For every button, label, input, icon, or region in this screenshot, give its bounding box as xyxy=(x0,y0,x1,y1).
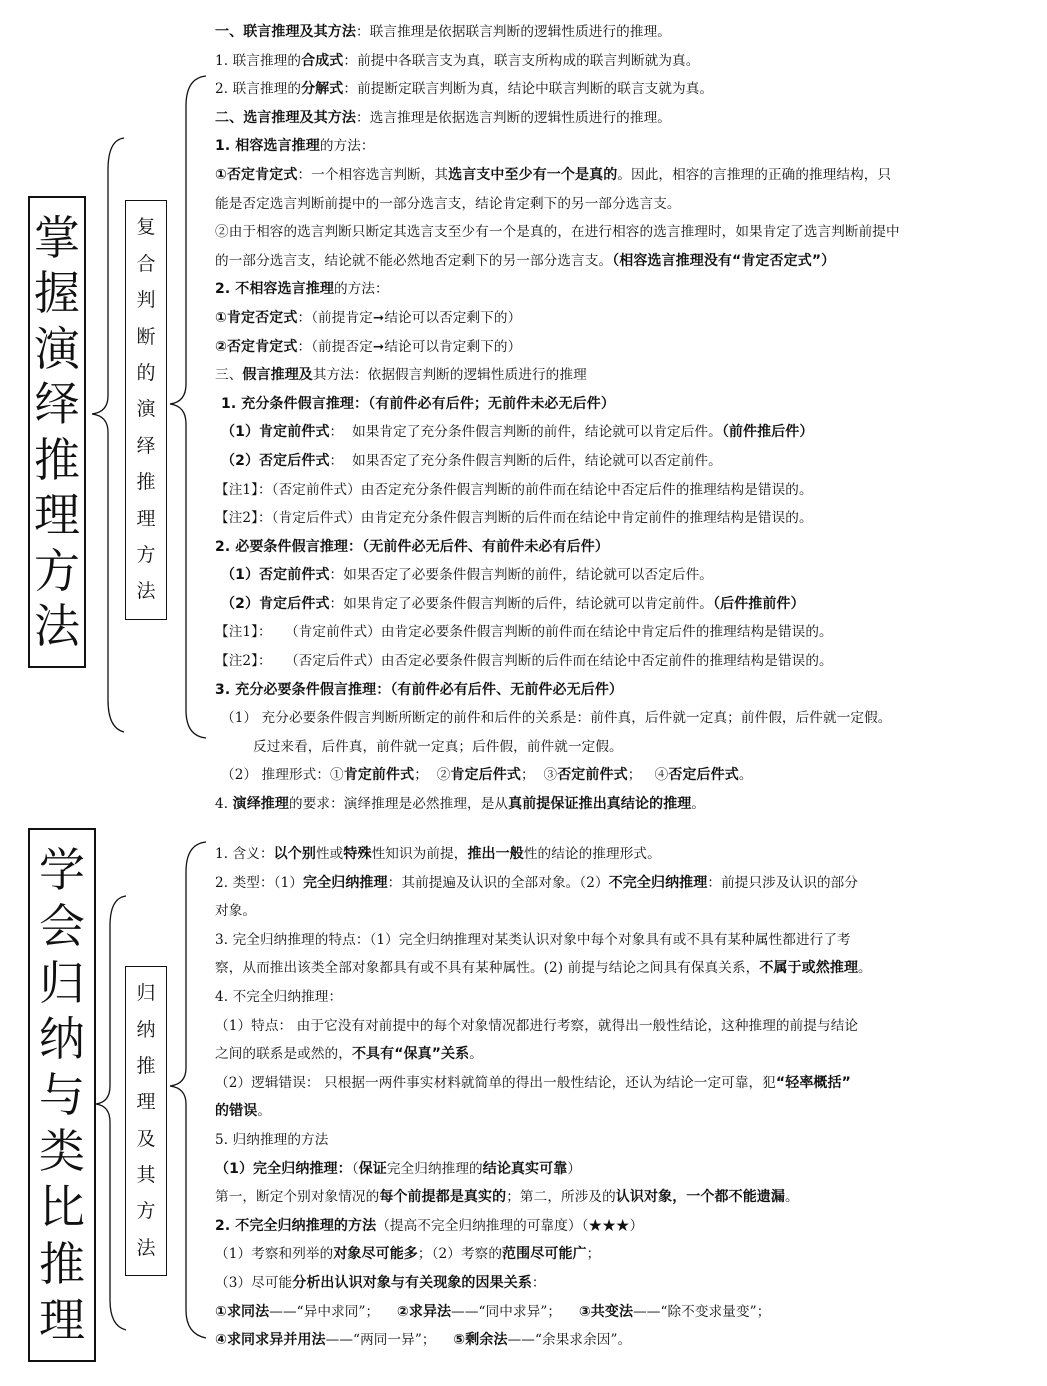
text-line xyxy=(215,926,1027,955)
bold-text: 对象尽可能多 xyxy=(333,1246,418,1263)
bold-text: ①肯定否定式 xyxy=(215,309,298,326)
text-line xyxy=(215,390,1027,419)
subtitle-char: 理 xyxy=(136,507,156,530)
bold-text: 结论真实可靠 xyxy=(482,1160,568,1177)
text-line xyxy=(215,590,1027,619)
title-char: 握 xyxy=(34,266,80,321)
subtitle-char: 推 xyxy=(136,471,156,494)
plain-text: 4. 不完全归纳推理： xyxy=(215,988,343,1005)
text-line xyxy=(215,869,1027,898)
plain-text: ：其前提遍及认识的全部对象。（2） xyxy=(387,874,609,891)
plain-text: 三、 xyxy=(215,367,243,384)
plain-text: 5. 归纳推理的方法 xyxy=(215,1131,329,1148)
subtitle-char: 及 xyxy=(136,1127,156,1150)
title-char: 纳 xyxy=(39,1011,85,1066)
bold-text: 合成式 xyxy=(301,52,344,69)
text-line xyxy=(215,18,1027,47)
text-line xyxy=(215,1240,1027,1269)
plain-text: ；（2）考察的 xyxy=(417,1246,503,1263)
text-line xyxy=(215,476,1027,505)
plain-text: 2. 类型：（1） xyxy=(215,874,304,891)
text-line xyxy=(215,618,1027,647)
plain-text: 1. 含义： xyxy=(215,846,274,862)
section-2-content xyxy=(215,840,1027,1355)
bold-text: （后件推前件） xyxy=(712,595,805,612)
plain-text: 2. 联言推理的 xyxy=(215,81,302,98)
plain-text: ——“余果求余因”。 xyxy=(507,1332,632,1349)
plain-text: 【注2】： （否定后件式）由否定必要条件假言判断的后件而在结论中否定前件的推理结构是错误的。 xyxy=(215,653,833,670)
bold-text: （相容选言推理没有“肯定否定式”） xyxy=(612,252,836,269)
text-line xyxy=(215,1183,1027,1212)
title-char: 类 xyxy=(39,1124,85,1179)
plain-text: （1） 充分必要条件假言判断所断定的前件和后件的关系是：前件真，后件就一定真；前件假，后件就一定假。 xyxy=(221,710,892,727)
plain-text: 【注2】：（肯定后件式）由肯定充分条件假言判断的后件而在结论中肯定前件的推理结构是错误的。 xyxy=(215,510,813,527)
bold-text: 2. 必要条件假言推理：（无前件必无后件、有前件未必有后件） xyxy=(215,538,609,555)
bold-text: （1）完全归纳推理： xyxy=(215,1160,352,1177)
bold-text: 不属于或然推理 xyxy=(759,960,859,977)
bold-text: 每个前提都是真实的 xyxy=(379,1189,507,1206)
plain-text: （1）特点： 由于它没有对前提中的每个对象情况都进行考察，就得出一般性结论，这种推理的前提与结论 xyxy=(215,1017,859,1034)
plain-text: ； ④ xyxy=(627,767,669,784)
bold-text: ②否定肯定式 xyxy=(215,338,298,355)
subtitle-char: 合 xyxy=(136,252,156,275)
plain-text: ：联言推理是依据联言判断的逻辑性质进行的推理。 xyxy=(356,24,671,40)
bold-text: 不完全归纳推理 xyxy=(608,874,708,891)
bold-text: ①否定肯定式 xyxy=(215,166,298,183)
right-brace-section-1 xyxy=(170,76,206,738)
subtitle-char: 推 xyxy=(136,1054,156,1077)
text-line xyxy=(215,47,1027,76)
plain-text: ： xyxy=(531,1274,546,1291)
plain-text: 其方法：依据假言判断的逻辑性质进行的推理 xyxy=(312,367,587,384)
bold-text: 肯定后件式 xyxy=(450,767,521,784)
title-char: 方 xyxy=(34,543,80,598)
left-brace-section-1 xyxy=(92,138,124,732)
plain-text: ——“两同一异”； xyxy=(325,1332,454,1349)
plain-text: 【注1】：（否定前件式）由否定充分条件假言判断的前件而在结论中否定后件的推理结构是错误的。 xyxy=(215,481,813,498)
title-char: 绎 xyxy=(34,377,80,432)
plain-text: 的要求：演绎推理是必然推理，是从 xyxy=(289,796,509,813)
plain-text: 。 xyxy=(858,960,872,977)
subtitle-char: 断 xyxy=(136,325,156,348)
bold-text: 不具有“保真”关系 xyxy=(351,1046,470,1063)
plain-text: ：前提中各联言支为真，联言支所构成的联言判断就为真。 xyxy=(343,52,700,69)
plain-text: ：（前提肯定➞结论可以否定剩下的） xyxy=(297,309,522,326)
text-line xyxy=(215,983,1027,1012)
text-line xyxy=(215,190,1027,219)
bold-text: 真前提保证推出真结论的推理 xyxy=(508,796,692,813)
title-char: 比 xyxy=(39,1180,85,1235)
title-char: 法 xyxy=(34,599,80,654)
text-line xyxy=(215,132,1027,161)
title-char: 理 xyxy=(34,488,80,543)
plain-text: ： 如果肯定了充分条件假言判断的前件，结论就可以肯定后件。 xyxy=(329,424,722,441)
plain-text: 。 xyxy=(257,1103,272,1120)
bold-text: ③共变法 xyxy=(578,1303,634,1320)
text-line xyxy=(215,1126,1027,1155)
bold-text: ①求同法 xyxy=(215,1303,270,1320)
text-line xyxy=(215,218,1027,247)
plain-text: 【注1】： （肯定前件式）由肯定必要条件假言判断的前件而在结论中肯定后件的推理结构是错误的。 xyxy=(215,624,833,641)
bold-text: 推出一般 xyxy=(467,846,524,862)
bold-text: ④求同求异并用法 xyxy=(215,1332,326,1349)
plain-text: ：前提断定联言判断为真，结论中联言判断的联言支就为真。 xyxy=(343,81,714,98)
plain-text: ； xyxy=(586,1246,601,1263)
plain-text: ——“同中求异”； xyxy=(451,1303,579,1320)
subtitle-char: 方 xyxy=(136,544,156,567)
subtitle-char: 演 xyxy=(136,398,156,421)
title-char: 归 xyxy=(39,955,85,1010)
text-line xyxy=(215,1069,1027,1098)
text-line xyxy=(215,954,1027,983)
subtitle-char: 法 xyxy=(136,580,156,603)
plain-text: （ xyxy=(351,1160,359,1177)
plain-text: ： 如果否定了充分条件假言判断的后件，结论就可以否定前件。 xyxy=(329,452,722,469)
subtitle-char: 纳 xyxy=(136,1018,156,1041)
bold-text: 2. 不相容选言推理 xyxy=(215,281,334,298)
text-line xyxy=(215,361,1027,390)
bold-text: 二、选言推理及其方法 xyxy=(215,109,356,126)
plain-text: 的方法： xyxy=(319,138,375,155)
text-line xyxy=(215,647,1027,676)
bold-text: 3. 充分必要条件假言推理：（有前件必有后件、无前件必无后件） xyxy=(215,681,624,698)
text-line xyxy=(215,275,1027,304)
plain-text: ：如果否定了必要条件假言判断的前件，结论就可以否定后件。 xyxy=(329,567,713,584)
bold-text: 否定前件式 xyxy=(557,767,628,784)
plain-text: （1）考察和列举的 xyxy=(215,1246,334,1263)
bold-text: （前件推后件） xyxy=(721,424,814,441)
plain-text: 的一部分选言支，结论就不能必然地否定剩下的另一部分选言支。 xyxy=(215,252,613,269)
plain-text: 能是否定选言判断前提中的一部分选言支，结论肯定剩下的另一部分选言支。 xyxy=(215,195,681,212)
text-line xyxy=(215,676,1027,705)
text-line xyxy=(215,561,1027,590)
plain-text: 3. 完全归纳推理的特点：（1）完全归纳推理对某类认识对象中每个对象具有或不具有某种属性都进行了考 xyxy=(215,931,851,948)
plain-text: 对象。 xyxy=(215,903,257,920)
subtitle-char: 其 xyxy=(136,1163,156,1186)
title-char: 与 xyxy=(39,1067,85,1122)
bold-text: 2. 不完全归纳推理的方法 xyxy=(215,1217,377,1234)
plain-text: （3）尽可能 xyxy=(215,1274,293,1291)
text-line xyxy=(215,533,1027,562)
subtitle-char: 方 xyxy=(136,1200,156,1223)
text-line xyxy=(215,418,1027,447)
bold-text: （2）肯定后件式 xyxy=(221,595,330,612)
bold-text: 1. 相容选言推理 xyxy=(215,138,320,155)
plain-text: 的方法： xyxy=(333,281,389,298)
text-line xyxy=(215,104,1027,133)
bold-text: 一、联言推理及其方法 xyxy=(215,24,356,40)
plain-text: 。 xyxy=(785,1189,799,1206)
title-char: 演 xyxy=(34,321,80,376)
plain-text: ：前提只涉及认识的部分 xyxy=(707,874,859,891)
title-char: 学 xyxy=(39,843,85,898)
text-line xyxy=(215,304,1027,333)
subtitle-char: 复 xyxy=(136,216,156,239)
text-line xyxy=(215,1298,1027,1327)
plain-text: ； ③ xyxy=(520,767,558,784)
plain-text: 第一，断定个别对象情况的 xyxy=(215,1189,380,1206)
bold-text: 否定后件式 xyxy=(668,767,739,784)
text-line xyxy=(215,840,1027,869)
text-line xyxy=(215,790,1027,819)
text-line xyxy=(215,897,1027,926)
text-line xyxy=(215,704,1027,733)
bold-text: 保证 xyxy=(358,1160,387,1177)
text-line xyxy=(215,247,1027,276)
plain-text: 察，从而推出该类全部对象都具有或不具有某种属性。(2) 前提与结论之间具有保真关系， xyxy=(215,960,760,977)
text-line xyxy=(215,1269,1027,1298)
text-line xyxy=(215,1212,1027,1241)
bold-text: 的错误 xyxy=(215,1103,258,1120)
bold-text: 假言推理及 xyxy=(242,367,313,384)
plain-text: ） xyxy=(567,1160,582,1177)
bold-text: 以个别 xyxy=(273,846,316,862)
plain-text: 。 xyxy=(469,1046,483,1063)
title-char: 推 xyxy=(34,432,80,487)
text-line xyxy=(215,1040,1027,1069)
bold-text: 认识对象，一个都不能遗漏 xyxy=(615,1189,785,1206)
bold-text: 选言支中至少有一个是真的 xyxy=(448,166,618,183)
plain-text: ；第二，所涉及的 xyxy=(506,1189,616,1206)
text-line xyxy=(215,1155,1027,1184)
text-line xyxy=(215,1012,1027,1041)
plain-text: ：如果肯定了必要条件假言判断的后件，结论就可以肯定前件。 xyxy=(329,595,713,612)
title-char: 推 xyxy=(39,1236,85,1291)
plain-text: ：一个相容选言判断，其 xyxy=(297,166,449,183)
subtitle-char: 理 xyxy=(136,1091,156,1114)
right-brace-section-2 xyxy=(170,842,206,1338)
text-line xyxy=(215,1326,1027,1355)
bold-text: （1）肯定前件式 xyxy=(221,424,330,441)
plain-text: 性或 xyxy=(315,846,344,862)
bold-text: （1）否定前件式 xyxy=(221,567,330,584)
bold-text: 肯定前件式 xyxy=(343,767,415,784)
text-line xyxy=(215,161,1027,190)
left-brace-section-2 xyxy=(96,896,126,1330)
plain-text: 。因此，相容的言推理的正确的推理结构，只 xyxy=(617,166,892,183)
plain-text: （2）逻辑错误： 只根据一两件事实材料就简单的得出一般性结论，还认为结论一定可靠，犯 xyxy=(215,1074,776,1091)
bold-text: 分析出认识对象与有关现象的因果关系 xyxy=(292,1274,532,1291)
bold-text: （2）否定后件式 xyxy=(221,452,330,469)
plain-text: 完全归纳推理的 xyxy=(386,1160,483,1177)
bold-text: 特殊 xyxy=(343,846,372,862)
plain-text: 之间的联系是或然的， xyxy=(215,1046,352,1063)
plain-text: 4. xyxy=(215,796,233,813)
text-line xyxy=(215,75,1027,104)
bold-text: 范围尽可能广 xyxy=(502,1246,587,1263)
plain-text: ：选言推理是依据选言判断的逻辑性质进行的推理。 xyxy=(356,109,671,126)
bold-text: 完全归纳推理 xyxy=(303,874,388,891)
title-char: 掌 xyxy=(34,210,80,265)
text-line xyxy=(215,504,1027,533)
text-line xyxy=(215,1097,1027,1126)
title-char: 理 xyxy=(39,1292,85,1347)
plain-text: 1. 联言推理的 xyxy=(215,52,302,69)
plain-text: 性知识为前提， xyxy=(371,846,468,862)
bold-text: ⑤剩余法 xyxy=(453,1332,508,1349)
bold-text: 分解式 xyxy=(301,81,344,98)
section-1-content xyxy=(215,18,1027,819)
text-line xyxy=(215,733,1027,762)
bold-text: 演绎推理 xyxy=(232,796,289,813)
plain-text: （提高不完全归纳推理的可靠度）（★★★） xyxy=(376,1217,644,1234)
text-line xyxy=(215,333,1027,362)
text-line xyxy=(215,447,1027,476)
plain-text: （2） 推理形式：① xyxy=(221,767,344,784)
bold-text: “轻率概括” xyxy=(775,1074,851,1091)
plain-text: 反过来看，后件真，前件就一定真；后件假，前件就一定假。 xyxy=(253,738,623,755)
subtitle-char: 绎 xyxy=(136,434,156,457)
subtitle-char: 判 xyxy=(136,289,156,312)
subtitle-char: 归 xyxy=(136,982,156,1005)
text-line xyxy=(215,761,1027,790)
subtitle-char: 法 xyxy=(136,1236,156,1259)
plain-text: ——“除不变求量变”； xyxy=(633,1303,771,1320)
bold-text: ②求异法 xyxy=(396,1303,452,1320)
plain-text: 性的结论的推理形式。 xyxy=(523,846,661,862)
bold-text: 1. 充分条件假言推理：（有前件必有后件；无前件未必无后件） xyxy=(221,395,615,412)
plain-text: ②由于相容的选言判断只断定其选言支至少有一个是真的，在进行相容的选言推理时，如果肯定了选言判断前提中 xyxy=(215,224,900,241)
plain-text: ； ② xyxy=(414,767,451,784)
plain-text: ：（前提否定➞结论可以肯定剩下的） xyxy=(297,338,522,355)
plain-text: 。 xyxy=(691,796,706,813)
title-char: 会 xyxy=(39,899,85,954)
plain-text: ——“异中求同”； xyxy=(269,1303,397,1320)
plain-text: 。 xyxy=(738,767,753,784)
subtitle-char: 的 xyxy=(136,362,156,385)
